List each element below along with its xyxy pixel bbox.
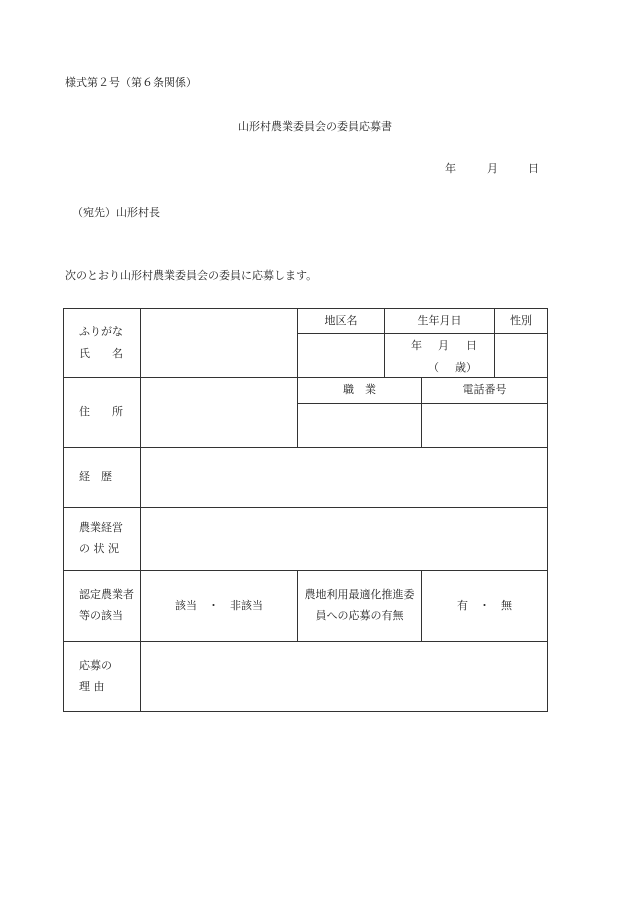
- certified-farmer-label-line1: 認定農業者: [79, 588, 134, 602]
- age-unit-label: 歳）: [455, 361, 477, 374]
- date-year: 年: [445, 162, 456, 175]
- phone-input[interactable]: [422, 404, 547, 447]
- occupation-input[interactable]: [298, 404, 421, 447]
- farm-status-input[interactable]: [141, 508, 547, 570]
- address-label: 住 所: [79, 405, 123, 419]
- birth-day-label: 日: [466, 339, 477, 352]
- document-title: 山形村農業委員会の委員応募書: [238, 120, 392, 133]
- date-day: 日: [528, 162, 539, 175]
- certified-farmer-options[interactable]: 該当 ・ 非該当: [175, 598, 263, 612]
- application-form-table: [63, 308, 548, 712]
- table-border-right: [547, 308, 548, 712]
- furigana-label: ふりがな: [79, 324, 123, 338]
- farm-status-label-line1: 農業経営: [79, 521, 123, 535]
- promoter-application-options[interactable]: 有 ・ 無: [457, 598, 512, 612]
- farm-status-label-line2: の 状 況: [79, 542, 119, 555]
- occupation-label: 職 業: [343, 383, 376, 397]
- district-label: 地区名: [324, 313, 358, 327]
- age-open-paren: （: [428, 361, 439, 374]
- career-label: 経 歴: [79, 470, 112, 484]
- table-border-bottom: [63, 711, 548, 712]
- farm-status-label: [63, 508, 139, 570]
- date-month: 月: [487, 162, 498, 175]
- promoter-label-line1: 農地利用最適化推進委: [304, 588, 415, 602]
- birthdate-label: 生年月日: [417, 313, 462, 327]
- promoter-application-label: [298, 571, 421, 641]
- reason-label: [63, 642, 139, 711]
- intro-text: 次のとおり山形村農業委員会の委員に応募します。: [65, 269, 318, 282]
- addressee: （宛先）山形村長: [72, 206, 160, 219]
- birth-year-label: 年: [411, 339, 422, 352]
- name-label: 氏 名: [79, 346, 123, 360]
- address-input[interactable]: [141, 378, 297, 447]
- phone-label: 電話番号: [462, 383, 507, 397]
- reason-input[interactable]: [141, 642, 547, 711]
- district-input[interactable]: [298, 334, 384, 377]
- career-input[interactable]: [141, 448, 547, 507]
- reason-label-line2: 理 由: [79, 679, 105, 693]
- form-number: 様式第２号（第６条関係）: [65, 76, 197, 89]
- certified-farmer-label: [63, 571, 139, 641]
- birth-month-label: 月: [438, 339, 449, 352]
- name-input[interactable]: [141, 309, 297, 377]
- certified-farmer-label-line2: 等の該当: [79, 609, 123, 622]
- gender-input[interactable]: [495, 334, 547, 377]
- reason-label-line1: 応募の: [79, 658, 112, 672]
- promoter-label-line2: 員への応募の有無: [315, 609, 404, 622]
- gender-label: 性別: [510, 313, 532, 327]
